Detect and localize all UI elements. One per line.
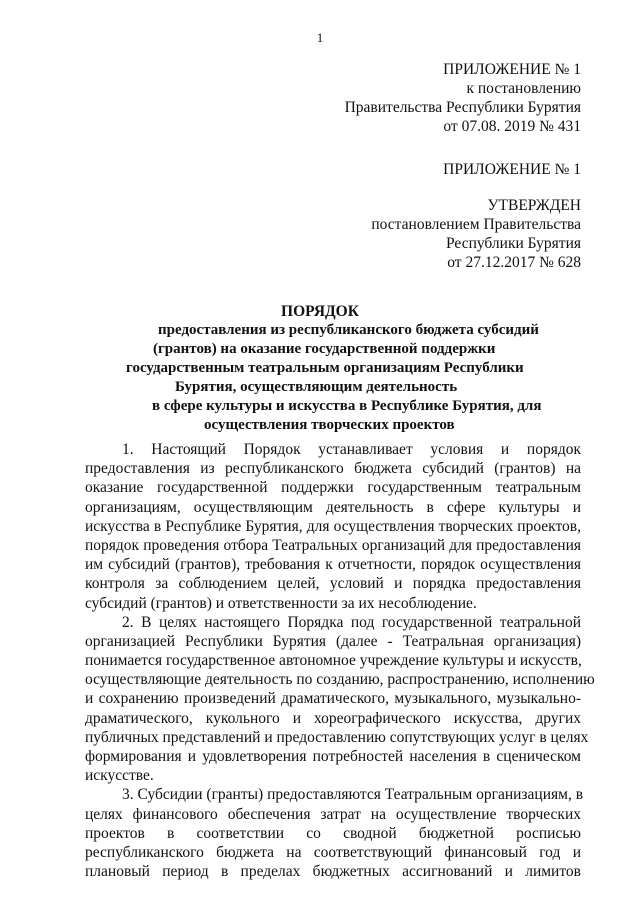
subtitle-line: осуществления творческих проектов [204,417,455,433]
page-number: 1 [316,30,324,45]
text-line: контроля за соблюдением целей, условий и порядка предоставления [85,575,581,593]
text-line: 1. Настоящий Порядок устанавливает условия и порядок [122,441,581,458]
text-line: 2. В целях настоящего Порядка под государственной театральной [122,613,581,631]
appendix-second-line: ПРИЛОЖЕНИЕ № 1 [443,161,581,178]
text-line: предоставления из республиканского бюджета субсидий (грантов) на [85,460,581,478]
text-line: понимается государственное автономное учреждение культуры и искусств, [85,652,582,670]
document-title: ПОРЯДОК [281,303,359,320]
text-line: оказание государственной поддержки государственным театральным [85,479,581,497]
text-line: организацией Республики Бурятия (далее - Театральная организация) [85,632,581,650]
appendix-header-line: от 07.08. 2019 № 431 [443,118,581,135]
text-line: 3. Субсидии (гранты) предоставляются Театральным организациям, в [122,786,584,804]
subtitle-line: (грантов) на оказание государственной поддержки [153,341,496,357]
appendix-header-line: ПРИЛОЖЕНИЕ № 1 [443,61,581,78]
text-line: им субсидий (грантов), требования к отчетности, порядок осуществления [85,556,581,574]
approval-line: постановлением Правительства [371,216,581,233]
approval-stamp-block [371,196,581,272]
text-line: проектов в соответствии со сводной бюджетной росписью [85,824,581,842]
text-line: целях финансового обеспечения затрат на осуществление творческих [85,805,581,823]
text-line: искусстве. [85,767,154,785]
text-line: субсидий (грантов) и ответственности за их несоблюдение. [85,594,477,612]
approval-line: УТВЕРЖДЕН [487,197,581,214]
text-line: искусства в Республике Бурятия, для осуществления творческих проектов, [85,517,581,535]
subtitle-line: Бурятия, осуществляющим деятельность [175,379,458,395]
text-line: порядок проведения отбора Театральных организаций для предоставления [85,536,581,554]
subtitle-line: предоставления из республиканского бюджета субсидий [158,322,539,338]
text-line: осуществляющие деятельность по созданию, распространению, исполнению [85,671,595,689]
text-line: организациям, осуществляющим деятельность в сфере культуры и [85,498,581,516]
appendix-header-line: Правительства Республики Бурятия [344,99,581,116]
appendix-header-line: к постановлению [466,80,581,97]
document-subtitle [0,321,640,435]
document-body [85,440,595,881]
text-line: республиканского бюджета на соответствующий финансовый год и [85,843,581,861]
paragraph-1 [85,440,581,613]
appendix-second [443,160,581,179]
text-line: публичных представлений и предоставлению сопутствующих услуг в целях [85,728,589,746]
text-line: формирования и удовлетворения потребностей населения в сценическом [85,748,581,765]
subtitle-line: государственным театральным организациям Республики [126,360,524,376]
approval-line: от 27.12.2017 № 628 [447,254,581,271]
subtitle-line: в сфере культуры и искусства в Республике Бурятия, для [152,398,542,414]
appendix-header [345,60,581,136]
text-line: плановый период в пределах бюджетных ассигнований и лимитов [85,863,581,881]
approval-line: Республики Бурятия [446,235,581,252]
text-line: и сохранению произведений драматического, музыкального, музыкально- [85,690,581,708]
paragraph-3 [85,785,584,881]
text-line: драматического, кукольного и хореографического искусства, других [85,709,581,727]
paragraph-2 [85,613,595,786]
